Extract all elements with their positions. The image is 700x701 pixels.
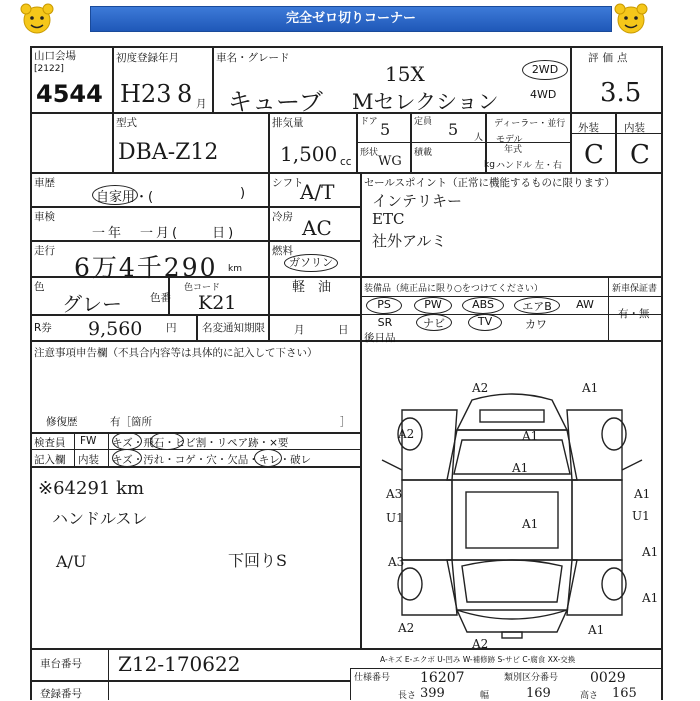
shift-label: シフト [272, 177, 304, 189]
circle-mark [112, 449, 142, 467]
load-unit: kg [484, 160, 495, 170]
mileage-label: 走行 [34, 245, 55, 257]
damage-mark: A1 [522, 429, 539, 443]
damage-mark: A2 [472, 637, 489, 650]
ac-label: 冷房 [272, 211, 293, 223]
car-damage-diagram [362, 370, 662, 650]
first-reg-era: H23 [120, 80, 172, 108]
equip-pw: PW [414, 297, 452, 314]
sales-label: セールスポイント（正常に機能するものに限ります） [364, 177, 616, 189]
model-name: キューブ [228, 88, 323, 116]
exterior-label: 外装 [578, 122, 599, 134]
ac-value: AC [302, 216, 332, 240]
repair-close: ］ [340, 416, 351, 428]
bear-mascot-icon [612, 2, 650, 36]
damage-mark: A1 [588, 623, 605, 637]
handwritten-note-2: ハンドルスレ [52, 509, 148, 528]
sales-item: インテリキー [372, 192, 463, 210]
color-code-label: 色番 [150, 292, 171, 304]
fuel-gasoline-circled: ガソリン [284, 254, 338, 272]
registration-label: 登録番号 [40, 688, 82, 700]
inspector-label: 検査員 [34, 437, 66, 449]
circle-mark [150, 432, 184, 450]
name-change-label: 名変通知期限 [202, 322, 265, 334]
recycle-value: 9,560 [88, 318, 143, 340]
damage-mark: U1 [386, 511, 404, 525]
capacity-value: 5 [448, 120, 459, 139]
color-label: 色 [34, 281, 45, 293]
category-value: 0029 [590, 670, 626, 686]
bear-mascot-icon [18, 2, 56, 36]
first-reg-label: 初度登録年月 [116, 52, 179, 64]
displacement-label: 排気量 [272, 117, 304, 129]
height-label: 高さ [580, 691, 599, 701]
mileage-unit: km [228, 264, 242, 274]
later-doc-label: 後日品 [364, 332, 396, 344]
capacity-unit: 人 [474, 133, 484, 143]
first-reg-month-unit: 月 [196, 98, 207, 110]
shift-value: A/T [300, 180, 335, 204]
category-label: 類別区分番号 [504, 673, 559, 683]
damage-mark: A1 [522, 517, 539, 531]
chassis-value: Z12-170622 [118, 652, 241, 676]
load-label: 積載 [414, 148, 433, 158]
model-year-label: モデル [496, 135, 523, 145]
height-value: 165 [612, 686, 637, 701]
damage-mark: A2 [398, 621, 415, 635]
usage-label: 車歴 [34, 177, 55, 189]
handwritten-note-1: ※64291 km [38, 478, 145, 499]
width-value: 169 [526, 686, 551, 701]
model-label: 車名・グレード [216, 52, 290, 64]
inspector-row1: キズ・飛石・ヒビ割・リペア跡・×要 [112, 437, 289, 449]
handwritten-note-3: A/U [56, 552, 87, 571]
name-change-month: 月 [294, 324, 305, 336]
equip-navi: ナビ [416, 314, 452, 331]
interior-value: C [630, 140, 650, 170]
displacement-unit: cc [340, 156, 352, 168]
color-code-sub: 色コード [184, 283, 221, 293]
first-reg-month: 8 [177, 80, 193, 108]
top-banner [0, 0, 700, 38]
inspector-fw-tag: FW [80, 435, 97, 447]
equip-sr: SR [377, 316, 393, 329]
name-change-day: 日 [338, 324, 349, 336]
score-value: 3.5 [600, 78, 642, 108]
interior-label: 内装 [624, 122, 645, 134]
damage-mark: A1 [512, 461, 529, 475]
cert-label: 仕様番号 [354, 673, 391, 683]
cert-value: 16207 [420, 670, 465, 686]
shape-label: 形状 [360, 148, 379, 158]
doors-label: ドア [360, 117, 378, 127]
sales-item: 社外アルミ [372, 232, 447, 250]
doors-value: 5 [380, 120, 391, 139]
length-label: 長さ [398, 691, 417, 701]
equip-tv: TV [468, 314, 502, 331]
equip-airbag: エアB [514, 297, 560, 314]
displacement-value: 1,500 [280, 142, 338, 166]
exterior-value: C [584, 140, 604, 170]
handle-label: ハンドル 左・右 [496, 161, 562, 171]
equip-label: 装備品（純正品に限り○をつけてください） [364, 284, 543, 294]
equip-aw: AW [576, 298, 594, 311]
width-label: 幅 [480, 691, 490, 701]
entry-label: 記入欄 [34, 454, 66, 466]
dealer-label: ディーラー・並行 [494, 119, 566, 129]
warranty-label: 新車保証書 [612, 284, 658, 294]
damage-mark: A2 [472, 381, 489, 395]
drive-4wd: 4WD [530, 88, 557, 101]
lot-bracket: [2122] [34, 64, 64, 74]
type-value: DBA-Z12 [118, 140, 219, 165]
grade-top: 15X [385, 62, 425, 86]
inspection-value: 一年 一月( 日) [92, 226, 237, 241]
damage-mark: A3 [386, 487, 403, 501]
inspection-label: 車検 [34, 211, 55, 223]
warranty-value: 有・無 [618, 308, 650, 320]
grade-value: Mセレクション [352, 90, 499, 114]
type-label: 型式 [116, 117, 137, 129]
drive-2wd-circled: 2WD [522, 60, 568, 80]
year-label: 年式 [504, 145, 523, 155]
handwritten-note-4: 下回りS [228, 551, 287, 570]
repair-value: 有［箇所 [110, 416, 152, 428]
damage-mark: A1 [582, 381, 599, 395]
shape-value: WG [378, 154, 402, 169]
damage-mark: U1 [632, 509, 650, 523]
equip-ps: PS [366, 297, 402, 314]
color-value: グレー [62, 292, 122, 316]
recycle-label: R券 [34, 322, 52, 334]
lot-number: 4544 [36, 80, 103, 108]
chassis-label: 車台番号 [40, 658, 82, 670]
banner-title: 完全ゼロ切りコーナー [90, 6, 612, 32]
inspector-interior-tag: 内装 [78, 454, 99, 466]
notes-label: 注意事項申告欄（不具合内容等は具体的に記入して下さい） [34, 347, 318, 359]
damage-mark: A1 [642, 591, 659, 605]
fuel-diesel: 軽 油 [292, 280, 332, 295]
mileage-value: 6万4千290 [74, 253, 218, 282]
inspector-row2: キズ・汚れ・コゲ・穴・欠品・キレ・破レ [112, 454, 312, 466]
equip-leather: カワ [525, 318, 547, 331]
usage-close: ) [240, 186, 246, 201]
length-value: 399 [420, 686, 445, 701]
capacity-label: 定員 [414, 117, 433, 127]
recycle-unit: 円 [166, 322, 177, 334]
score-label: 評価点 [588, 52, 632, 64]
damage-mark: A3 [388, 555, 405, 569]
fuel-label: 燃料 [272, 245, 293, 257]
sales-item: ETC [372, 210, 405, 228]
damage-mark: A1 [634, 487, 651, 501]
damage-legend: A-キズ E-エクボ U-凹み W-補修跡 S-サビ C-腐食 XX-交換 [380, 655, 576, 664]
repair-label: 修復歴 [46, 416, 78, 428]
venue-label: 山口会場 [34, 50, 76, 62]
usage-value: 自家用・( [96, 190, 154, 205]
circle-mark [112, 432, 142, 450]
damage-mark: A1 [642, 545, 659, 559]
equip-abs: ABS [462, 297, 504, 314]
circle-mark [254, 449, 282, 467]
color-code-value: K21 [198, 292, 237, 314]
damage-mark: A2 [398, 427, 415, 441]
